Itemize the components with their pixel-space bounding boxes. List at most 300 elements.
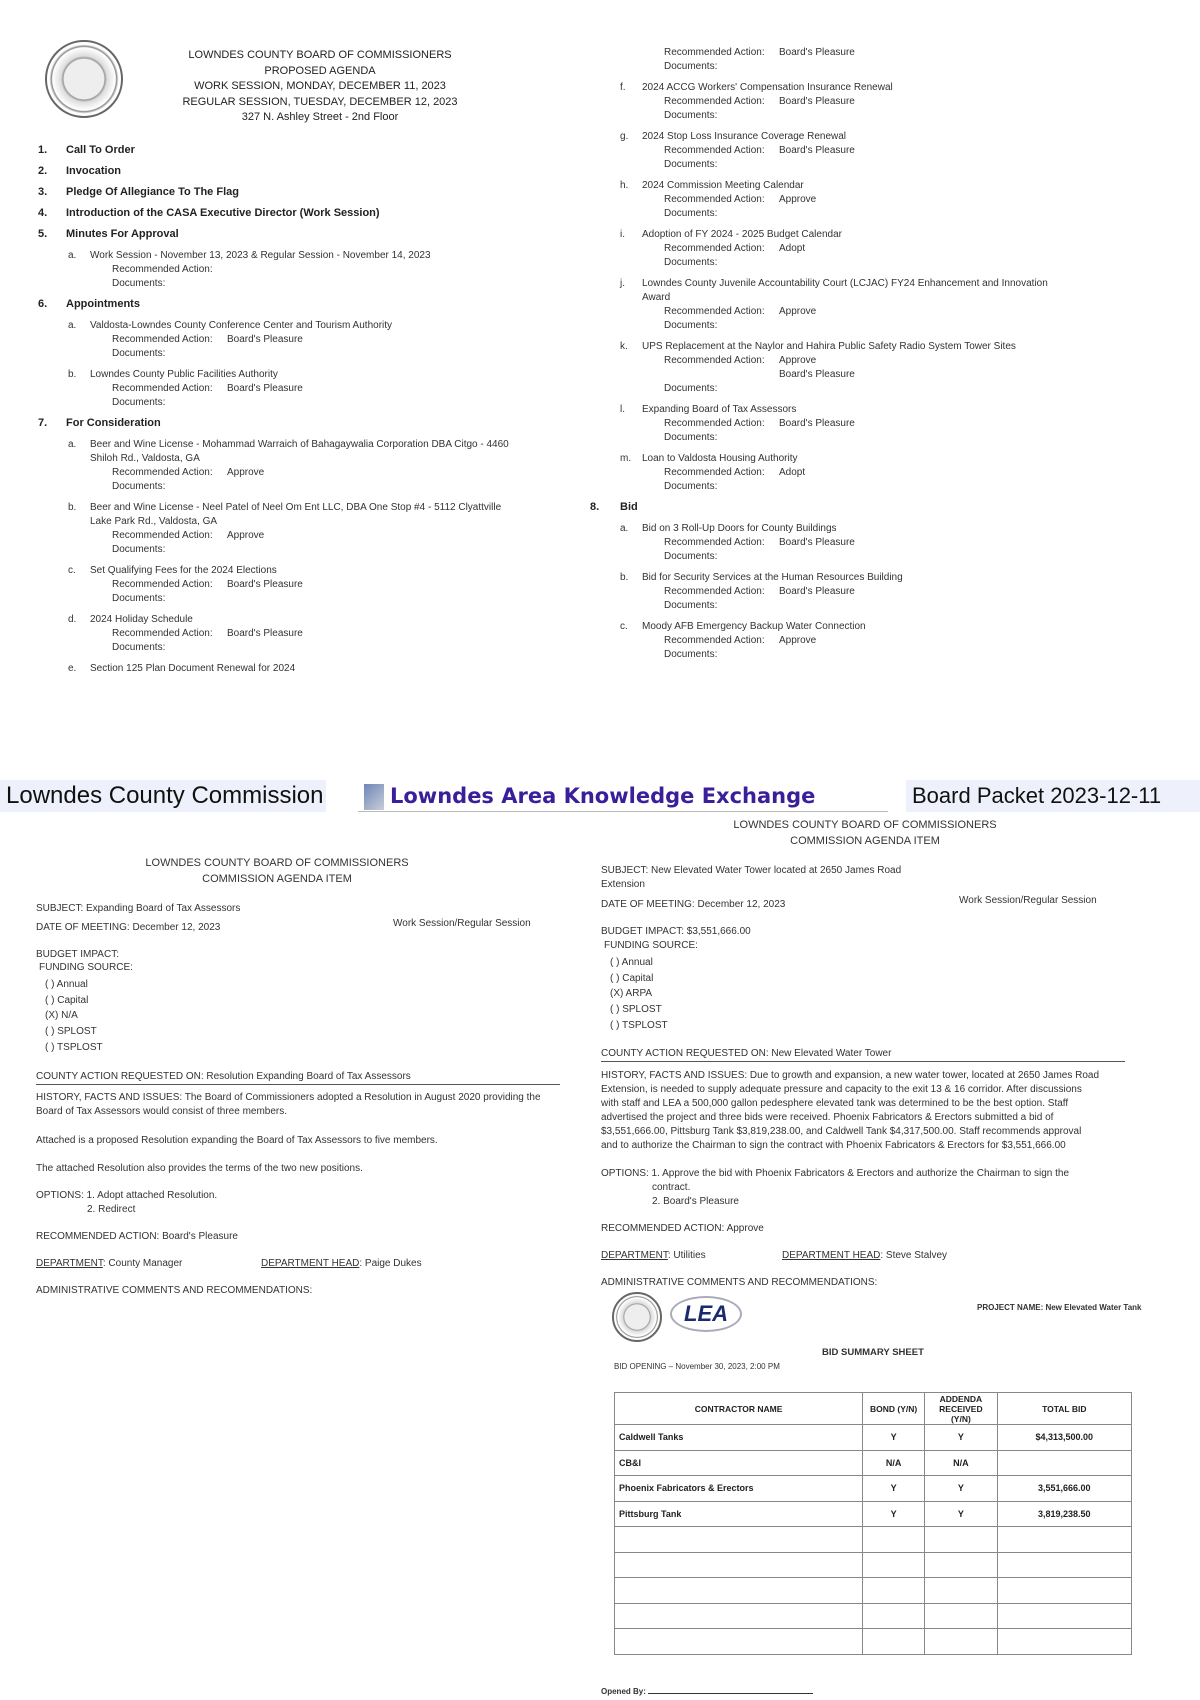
recommended-action (620, 536, 1180, 550)
banner-board-packet: Board Packet 2023-12-11 (906, 780, 1200, 812)
documents (68, 592, 588, 606)
docs-label: Documents: (664, 257, 718, 268)
table-cell (615, 1603, 863, 1629)
column-header: ADDENDA RECEIVED (Y/N) (925, 1393, 997, 1425)
recommended-action (68, 333, 588, 347)
item-number: 5. (38, 228, 48, 240)
documents (68, 641, 588, 655)
funding-option: ( ) Annual (45, 979, 88, 990)
bid-summary-title: BID SUMMARY SHEET (822, 1347, 924, 1358)
page2-history (601, 1069, 1099, 1154)
table-cell (997, 1629, 1131, 1655)
subitem-letter: f. (620, 82, 626, 93)
recommended-action (620, 95, 1180, 109)
page2-title (715, 818, 1015, 849)
page2-options: OPTIONS: 1. Approve the bid with Phoenix Fabricators & Erectors and authorize the Chairman to sign the (601, 1168, 1070, 1179)
rec-value: Board's Pleasure (779, 96, 855, 107)
subitem-title: 2024 Holiday Schedule (90, 614, 193, 625)
subitem-letter: d. (68, 614, 77, 625)
rec-value: Board's Pleasure (779, 418, 855, 429)
agenda-right-column (590, 46, 1150, 669)
subitem-title: UPS Replacement at the Naylor and Hahira Public Safety Radio System Tower Sites (642, 341, 1016, 352)
docs-label: Documents: (112, 593, 166, 604)
subitem-title: Work Session - November 13, 2023 & Regular Session - November 14, 2023 (90, 250, 431, 261)
subitem-letter: b. (620, 572, 629, 583)
subitem-letter: k. (620, 341, 628, 352)
recommended-action (620, 585, 1180, 599)
item-number: 1. (38, 144, 48, 156)
funding-option: ( ) SPLOST (610, 1004, 662, 1016)
subitem-title: Award (642, 292, 671, 303)
table-row (615, 1629, 1132, 1655)
history-line: and to authorize the Chairman to sign the contract with Phoenix Fabricators & Erectors for $3,551,666.00 (601, 1140, 1066, 1152)
rec-label: Recommended Action: (112, 467, 213, 478)
history-line: Extension, is needed to supply adequate pressure and capacity to the exit 13 & 16 corridor. After discussions (601, 1084, 1082, 1096)
subitem-title: Set Qualifying Fees for the 2024 Elections (90, 565, 277, 576)
agenda-header (170, 48, 470, 126)
agenda-subitem (620, 277, 1180, 333)
recommended-action (620, 46, 1180, 60)
agenda-subitem (620, 228, 1180, 270)
table-cell (997, 1552, 1131, 1578)
rec-value: Approve (779, 194, 817, 205)
subitem-letter: h. (620, 180, 629, 191)
table-cell (925, 1578, 997, 1604)
table-cell (997, 1527, 1131, 1553)
item-number: 2. (38, 165, 48, 177)
page1-para: The attached Resolution also provides the terms of the two new positions. (36, 1163, 363, 1174)
subitem-title: Valdosta-Lowndes County Conference Center and Tourism Authority (90, 320, 393, 331)
docs-label: Documents: (664, 600, 718, 611)
page1-para: Attached is a proposed Resolution expanding the Board of Tax Assessors to five members. (36, 1135, 438, 1146)
agenda-subitem (620, 46, 1180, 74)
page1-title (127, 856, 427, 887)
recommended-action (68, 382, 588, 396)
recommended-action (620, 466, 1180, 480)
table-cell (615, 1527, 863, 1553)
subitem-letter: m. (620, 453, 632, 464)
subitem-letter: i. (620, 229, 625, 240)
rec-value: Adopt (779, 467, 806, 478)
rec-value: Board's Pleasure (227, 628, 303, 639)
head-value: : Paige Dukes (359, 1258, 422, 1269)
page1-options: OPTIONS: 1. Adopt attached Resolution. (36, 1190, 218, 1201)
table-cell: Y (863, 1476, 925, 1502)
subitem-title: Beer and Wine License - Mohammad Warraich of Bahagaywalia Corporation DBA Citgo - 4460 (90, 439, 509, 450)
documents (620, 256, 1180, 270)
page1-dept-head (261, 1258, 422, 1269)
page2-date: DATE OF MEETING: December 12, 2023 (601, 899, 786, 910)
funding-option: ( ) TSPLOST (45, 1041, 103, 1053)
recommended-action (620, 417, 1180, 431)
dept-label: DEPARTMENT (36, 1258, 103, 1269)
subitem-letter: c. (620, 621, 628, 632)
page2-options: 2. Board's Pleasure (652, 1196, 739, 1207)
rec-value: Board's Pleasure (779, 586, 855, 597)
recommended-action (620, 305, 1180, 319)
table-cell (925, 1603, 997, 1629)
docs-label: Documents: (112, 642, 166, 653)
table-row (615, 1578, 1132, 1604)
subitem-letter: c. (68, 565, 76, 576)
docs-label: Documents: (112, 278, 166, 289)
rec-label: Recommended Action: (112, 628, 213, 639)
table-cell (863, 1603, 925, 1629)
table-row (615, 1476, 1132, 1502)
opened-by (601, 1687, 813, 1696)
subitem-title: Lowndes County Public Facilities Authority (90, 369, 278, 380)
recommended-action (68, 627, 588, 641)
rec-value: Board's Pleasure (779, 145, 855, 156)
documents (68, 543, 588, 557)
table-cell (997, 1578, 1131, 1604)
column-header: BOND (Y/N) (863, 1393, 925, 1425)
rec-label: Recommended Action: (664, 635, 765, 646)
page1-date: DATE OF MEETING: December 12, 2023 (36, 922, 221, 933)
item-title: For Consideration (66, 417, 161, 429)
banner-lake[interactable] (358, 780, 888, 812)
table-cell (615, 1578, 863, 1604)
recommended-action (68, 466, 588, 480)
agenda-subitem (68, 564, 588, 606)
page2-subject (601, 864, 901, 892)
item-title: Invocation (66, 165, 122, 177)
head-label: DEPARTMENT HEAD (782, 1250, 881, 1261)
subitem-letter: a. (68, 250, 77, 261)
signature-line (648, 1693, 813, 1694)
item-title: Introduction of the CASA Executive Director (Work Session) (66, 207, 380, 219)
rec-label: Recommended Action: (664, 537, 765, 548)
documents (620, 431, 1180, 445)
agenda-header-line: PROPOSED AGENDA (264, 64, 376, 77)
subitem-title: 2024 Commission Meeting Calendar (642, 180, 804, 191)
agenda-subitem (620, 452, 1180, 494)
subitem-letter: a. (68, 320, 77, 331)
rec-label: Recommended Action: (664, 47, 765, 58)
docs-label: Documents: (664, 551, 718, 562)
column-header: TOTAL BID (997, 1393, 1131, 1425)
table-row (615, 1603, 1132, 1629)
table-cell (925, 1629, 997, 1655)
county-seal-logo (45, 40, 123, 118)
page1-budget: BUDGET IMPACT: (36, 949, 119, 960)
table-cell (925, 1527, 997, 1553)
recommended-action (620, 193, 1180, 207)
table-row (615, 1450, 1132, 1476)
item-title: Appointments (66, 298, 140, 310)
recommended-action (68, 578, 588, 592)
dept-label: DEPARTMENT (601, 1250, 668, 1261)
table-cell: Y (863, 1425, 925, 1451)
agenda-subitem (620, 81, 1180, 123)
agenda-subitem (620, 522, 1180, 564)
documents (68, 347, 588, 361)
page2-admin: ADMINISTRATIVE COMMENTS AND RECOMMENDATIONS: (601, 1277, 878, 1288)
table-row (615, 1501, 1132, 1527)
table-cell: CB&I (615, 1450, 863, 1476)
page2-recommended: RECOMMENDED ACTION: Approve (601, 1223, 764, 1234)
rec-value: Approve (779, 635, 817, 646)
item-title: Pledge Of Allegiance To The Flag (66, 186, 239, 198)
page2-title-line: COMMISSION AGENDA ITEM (790, 834, 940, 847)
table-cell (615, 1629, 863, 1655)
head-value: : Steve Stalvey (880, 1250, 948, 1261)
agenda-left-column (38, 144, 558, 683)
subitem-letter: a. (620, 523, 629, 534)
page1-subject: SUBJECT: Expanding Board of Tax Assessors (36, 903, 241, 914)
item-title: Minutes For Approval (66, 228, 179, 240)
table-row (615, 1425, 1132, 1451)
agenda-item (590, 501, 1150, 522)
rec-value: Board's Pleasure (779, 369, 855, 380)
item-number: 3. (38, 186, 48, 198)
table-cell: 3,819,238.50 (997, 1501, 1131, 1527)
table-cell: N/A (863, 1450, 925, 1476)
recommended-action (68, 263, 588, 277)
agenda-subitem (68, 662, 588, 676)
page1-department (36, 1258, 182, 1269)
head-label: DEPARTMENT HEAD (261, 1258, 360, 1269)
docs-label: Documents: (112, 397, 166, 408)
agenda-item (38, 186, 558, 207)
docs-label: Documents: (664, 208, 718, 219)
table-cell: Y (863, 1501, 925, 1527)
agenda-header-line: REGULAR SESSION, TUESDAY, DECEMBER 12, 2023 (182, 95, 458, 108)
table-row (615, 1527, 1132, 1553)
rec-label: Recommended Action: (664, 145, 765, 156)
agenda-subitem (68, 319, 588, 361)
funding-option: ( ) Annual (610, 957, 653, 968)
table-row (615, 1552, 1132, 1578)
table-cell (615, 1552, 863, 1578)
rec-value: Board's Pleasure (227, 579, 303, 590)
page1-title-line: COMMISSION AGENDA ITEM (202, 872, 352, 885)
rec-label: Recommended Action: (664, 586, 765, 597)
page2-dept-head (782, 1250, 947, 1261)
funding-option: ( ) Capital (45, 994, 89, 1006)
rec-label: Recommended Action: (664, 467, 765, 478)
documents (620, 158, 1180, 172)
page2-action: COUNTY ACTION REQUESTED ON: New Elevated Water Tower (601, 1048, 892, 1059)
rec-value: Approve (227, 467, 265, 478)
table-cell (863, 1629, 925, 1655)
subitem-title: Bid for Security Services at the Human Resources Building (642, 572, 903, 583)
table-cell: Y (925, 1501, 997, 1527)
dept-value: : Utilities (667, 1250, 706, 1261)
rec-label: Recommended Action: (112, 579, 213, 590)
docs-label: Documents: (664, 432, 718, 443)
table-header-row (615, 1393, 1132, 1425)
opened-by-label: Opened By: (601, 1687, 646, 1696)
county-seal-logo (612, 1292, 662, 1342)
banner-commission: Lowndes County Commission (0, 780, 326, 812)
documents (620, 382, 1180, 396)
page2-title-line: LOWNDES COUNTY BOARD OF COMMISSIONERS (733, 819, 997, 831)
docs-label: Documents: (112, 481, 166, 492)
documents (620, 319, 1180, 333)
page2-session: Work Session/Regular Session (959, 895, 1097, 906)
item-number: 8. (590, 501, 600, 513)
docs-label: Documents: (664, 159, 718, 170)
rec-value: Board's Pleasure (227, 334, 303, 345)
agenda-item (38, 298, 558, 319)
subitem-title: Moody AFB Emergency Backup Water Connection (642, 621, 866, 632)
recommended-action (620, 368, 1180, 382)
page1-session: Work Session/Regular Session (393, 918, 531, 929)
agenda-item (38, 144, 558, 165)
subitem-letter: l. (620, 404, 625, 415)
history-line: advertised the project and three bids were received. Phoenix Fabricators & Erectors submitted a bid of (601, 1112, 1054, 1124)
documents (68, 480, 588, 494)
item-number: 6. (38, 298, 48, 310)
docs-label: Documents: (664, 383, 718, 394)
documents (620, 480, 1180, 494)
table-cell: Phoenix Fabricators & Erectors (615, 1476, 863, 1502)
docs-label: Documents: (664, 649, 718, 660)
page1-sources (45, 977, 103, 1056)
page2-project-name: PROJECT NAME: New Elevated Water Tank (977, 1303, 1142, 1312)
docs-label: Documents: (664, 481, 718, 492)
page2-funding: FUNDING SOURCE: (604, 940, 698, 951)
docs-label: Documents: (112, 544, 166, 555)
subitem-title: Expanding Board of Tax Assessors (642, 404, 797, 415)
history-line: HISTORY, FACTS AND ISSUES: The Board of Commissioners adopted a Resolution in August 2020 providing the (36, 1092, 541, 1103)
recommended-action (620, 354, 1180, 368)
page1-title-line: LOWNDES COUNTY BOARD OF COMMISSIONERS (145, 857, 409, 869)
rec-value: Board's Pleasure (779, 537, 855, 548)
history-line: $3,551,666.00, Pittsburg Tank $3,819,238.00, and Caldwell Tank $4,317,500.00. Staff recommends approval (601, 1126, 1082, 1138)
bid-summary-table (614, 1392, 1132, 1655)
subitem-title: Bid on 3 Roll-Up Doors for County Buildings (642, 523, 837, 534)
subitem-title: Shiloh Rd., Valdosta, GA (90, 453, 200, 464)
agenda-subitem (68, 368, 588, 410)
rec-value: Approve (779, 306, 817, 317)
subitem-title: 2024 ACCG Workers' Compensation Insurance Renewal (642, 82, 893, 93)
page1-options: 2. Redirect (87, 1204, 136, 1215)
recommended-action (68, 529, 588, 543)
item-number: 7. (38, 417, 48, 429)
dept-value: : County Manager (102, 1258, 183, 1269)
item-title: Call To Order (66, 144, 135, 156)
rec-label: Recommended Action: (112, 264, 213, 275)
bid-opening: BID OPENING – November 30, 2023, 2:00 PM (614, 1362, 780, 1371)
table-cell: Y (925, 1425, 997, 1451)
agenda-item (38, 207, 558, 228)
documents (620, 207, 1180, 221)
table-cell (863, 1578, 925, 1604)
docs-label: Documents: (664, 61, 718, 72)
rec-label: Recommended Action: (664, 96, 765, 107)
agenda-subitem (620, 620, 1180, 662)
table-cell (925, 1552, 997, 1578)
divider (36, 1084, 560, 1085)
divider (601, 1061, 1125, 1062)
funding-option: (X) ARPA (610, 988, 653, 1000)
subitem-letter: b. (68, 369, 77, 380)
page1-funding: FUNDING SOURCE: (39, 962, 133, 973)
rec-value: Approve (227, 530, 265, 541)
rec-label: Recommended Action: (664, 194, 765, 205)
page1-recommended: RECOMMENDED ACTION: Board's Pleasure (36, 1231, 238, 1242)
rec-label: Recommended Action: (112, 383, 213, 394)
item-number: 4. (38, 207, 48, 219)
docs-label: Documents: (664, 320, 718, 331)
funding-option: ( ) SPLOST (45, 1026, 97, 1038)
agenda-header-line: 327 N. Ashley Street - 2nd Floor (241, 111, 399, 123)
rec-value: Board's Pleasure (227, 383, 303, 394)
page1-admin: ADMINISTRATIVE COMMENTS AND RECOMMENDATIONS: (36, 1285, 313, 1296)
lake-logo-icon (364, 784, 384, 810)
page2-department (601, 1250, 706, 1261)
agenda-item (38, 228, 558, 249)
table-cell (863, 1527, 925, 1553)
table-cell: Caldwell Tanks (615, 1425, 863, 1451)
funding-option: ( ) Capital (610, 972, 654, 984)
rec-label: Recommended Action: (664, 243, 765, 254)
rec-value: Board's Pleasure (779, 47, 855, 58)
agenda-subitem (620, 130, 1180, 172)
subitem-letter: g. (620, 131, 629, 142)
rec-label: Recommended Action: (664, 306, 765, 317)
subitem-title: Adoption of FY 2024 - 2025 Budget Calendar (642, 229, 842, 240)
page1-action: COUNTY ACTION REQUESTED ON: Resolution Expanding Board of Tax Assessors (36, 1071, 411, 1082)
documents (620, 109, 1180, 123)
docs-label: Documents: (112, 348, 166, 359)
rec-label: Recommended Action: (112, 334, 213, 345)
subject-line: SUBJECT: New Elevated Water Tower located at 2650 James Road (601, 865, 902, 876)
subitem-title: Beer and Wine License - Neel Patel of Neel Om Ent LLC, DBA One Stop #4 - 5112 Clyattville (90, 502, 502, 513)
agenda-header-line: WORK SESSION, MONDAY, DECEMBER 11, 2023 (194, 80, 446, 92)
history-line: Board of Tax Assessors would consist of three members. (36, 1106, 288, 1117)
history-line: HISTORY, FACTS AND ISSUES: Due to growth and expansion, a new water tower, located at 2650 James Road (601, 1070, 1100, 1081)
subitem-letter: e. (68, 663, 77, 674)
funding-option: ( ) TSPLOST (610, 1019, 668, 1031)
page1-history (36, 1091, 541, 1119)
rec-label: Recommended Action: (112, 530, 213, 541)
documents (68, 277, 588, 291)
subitem-letter: b. (68, 502, 77, 513)
table-cell: 3,551,666.00 (997, 1476, 1131, 1502)
subitem-title: Loan to Valdosta Housing Authority (642, 453, 798, 464)
agenda-subitem (68, 438, 588, 494)
table-cell (863, 1552, 925, 1578)
table-cell: Pittsburg Tank (615, 1501, 863, 1527)
rec-value: Adopt (779, 243, 806, 254)
page2-options: contract. (652, 1182, 691, 1193)
lake-title: Lowndes Area Knowledge Exchange (390, 784, 816, 808)
agenda-subitem (620, 403, 1180, 445)
lea-logo: LEA (670, 1296, 742, 1332)
subitem-letter: j. (620, 278, 625, 289)
subject-line: Extension (601, 879, 645, 890)
subitem-title: Section 125 Plan Document Renewal for 2024 (90, 663, 296, 674)
recommended-action (620, 242, 1180, 256)
table-cell (997, 1450, 1131, 1476)
subitem-title: Lowndes County Juvenile Accountability Court (LCJAC) FY24 Enhancement and Innovation (642, 278, 1048, 289)
documents (68, 396, 588, 410)
documents (620, 60, 1180, 74)
agenda-subitem (68, 249, 588, 291)
rec-value: Approve (779, 355, 817, 366)
recommended-action (620, 634, 1180, 648)
agenda-item (38, 165, 558, 186)
agenda-subitem (68, 501, 588, 557)
docs-label: Documents: (664, 110, 718, 121)
documents (620, 648, 1180, 662)
subitem-title: 2024 Stop Loss Insurance Coverage Renewal (642, 131, 847, 142)
funding-option: (X) N/A (45, 1010, 78, 1022)
subitem-letter: a. (68, 439, 77, 450)
